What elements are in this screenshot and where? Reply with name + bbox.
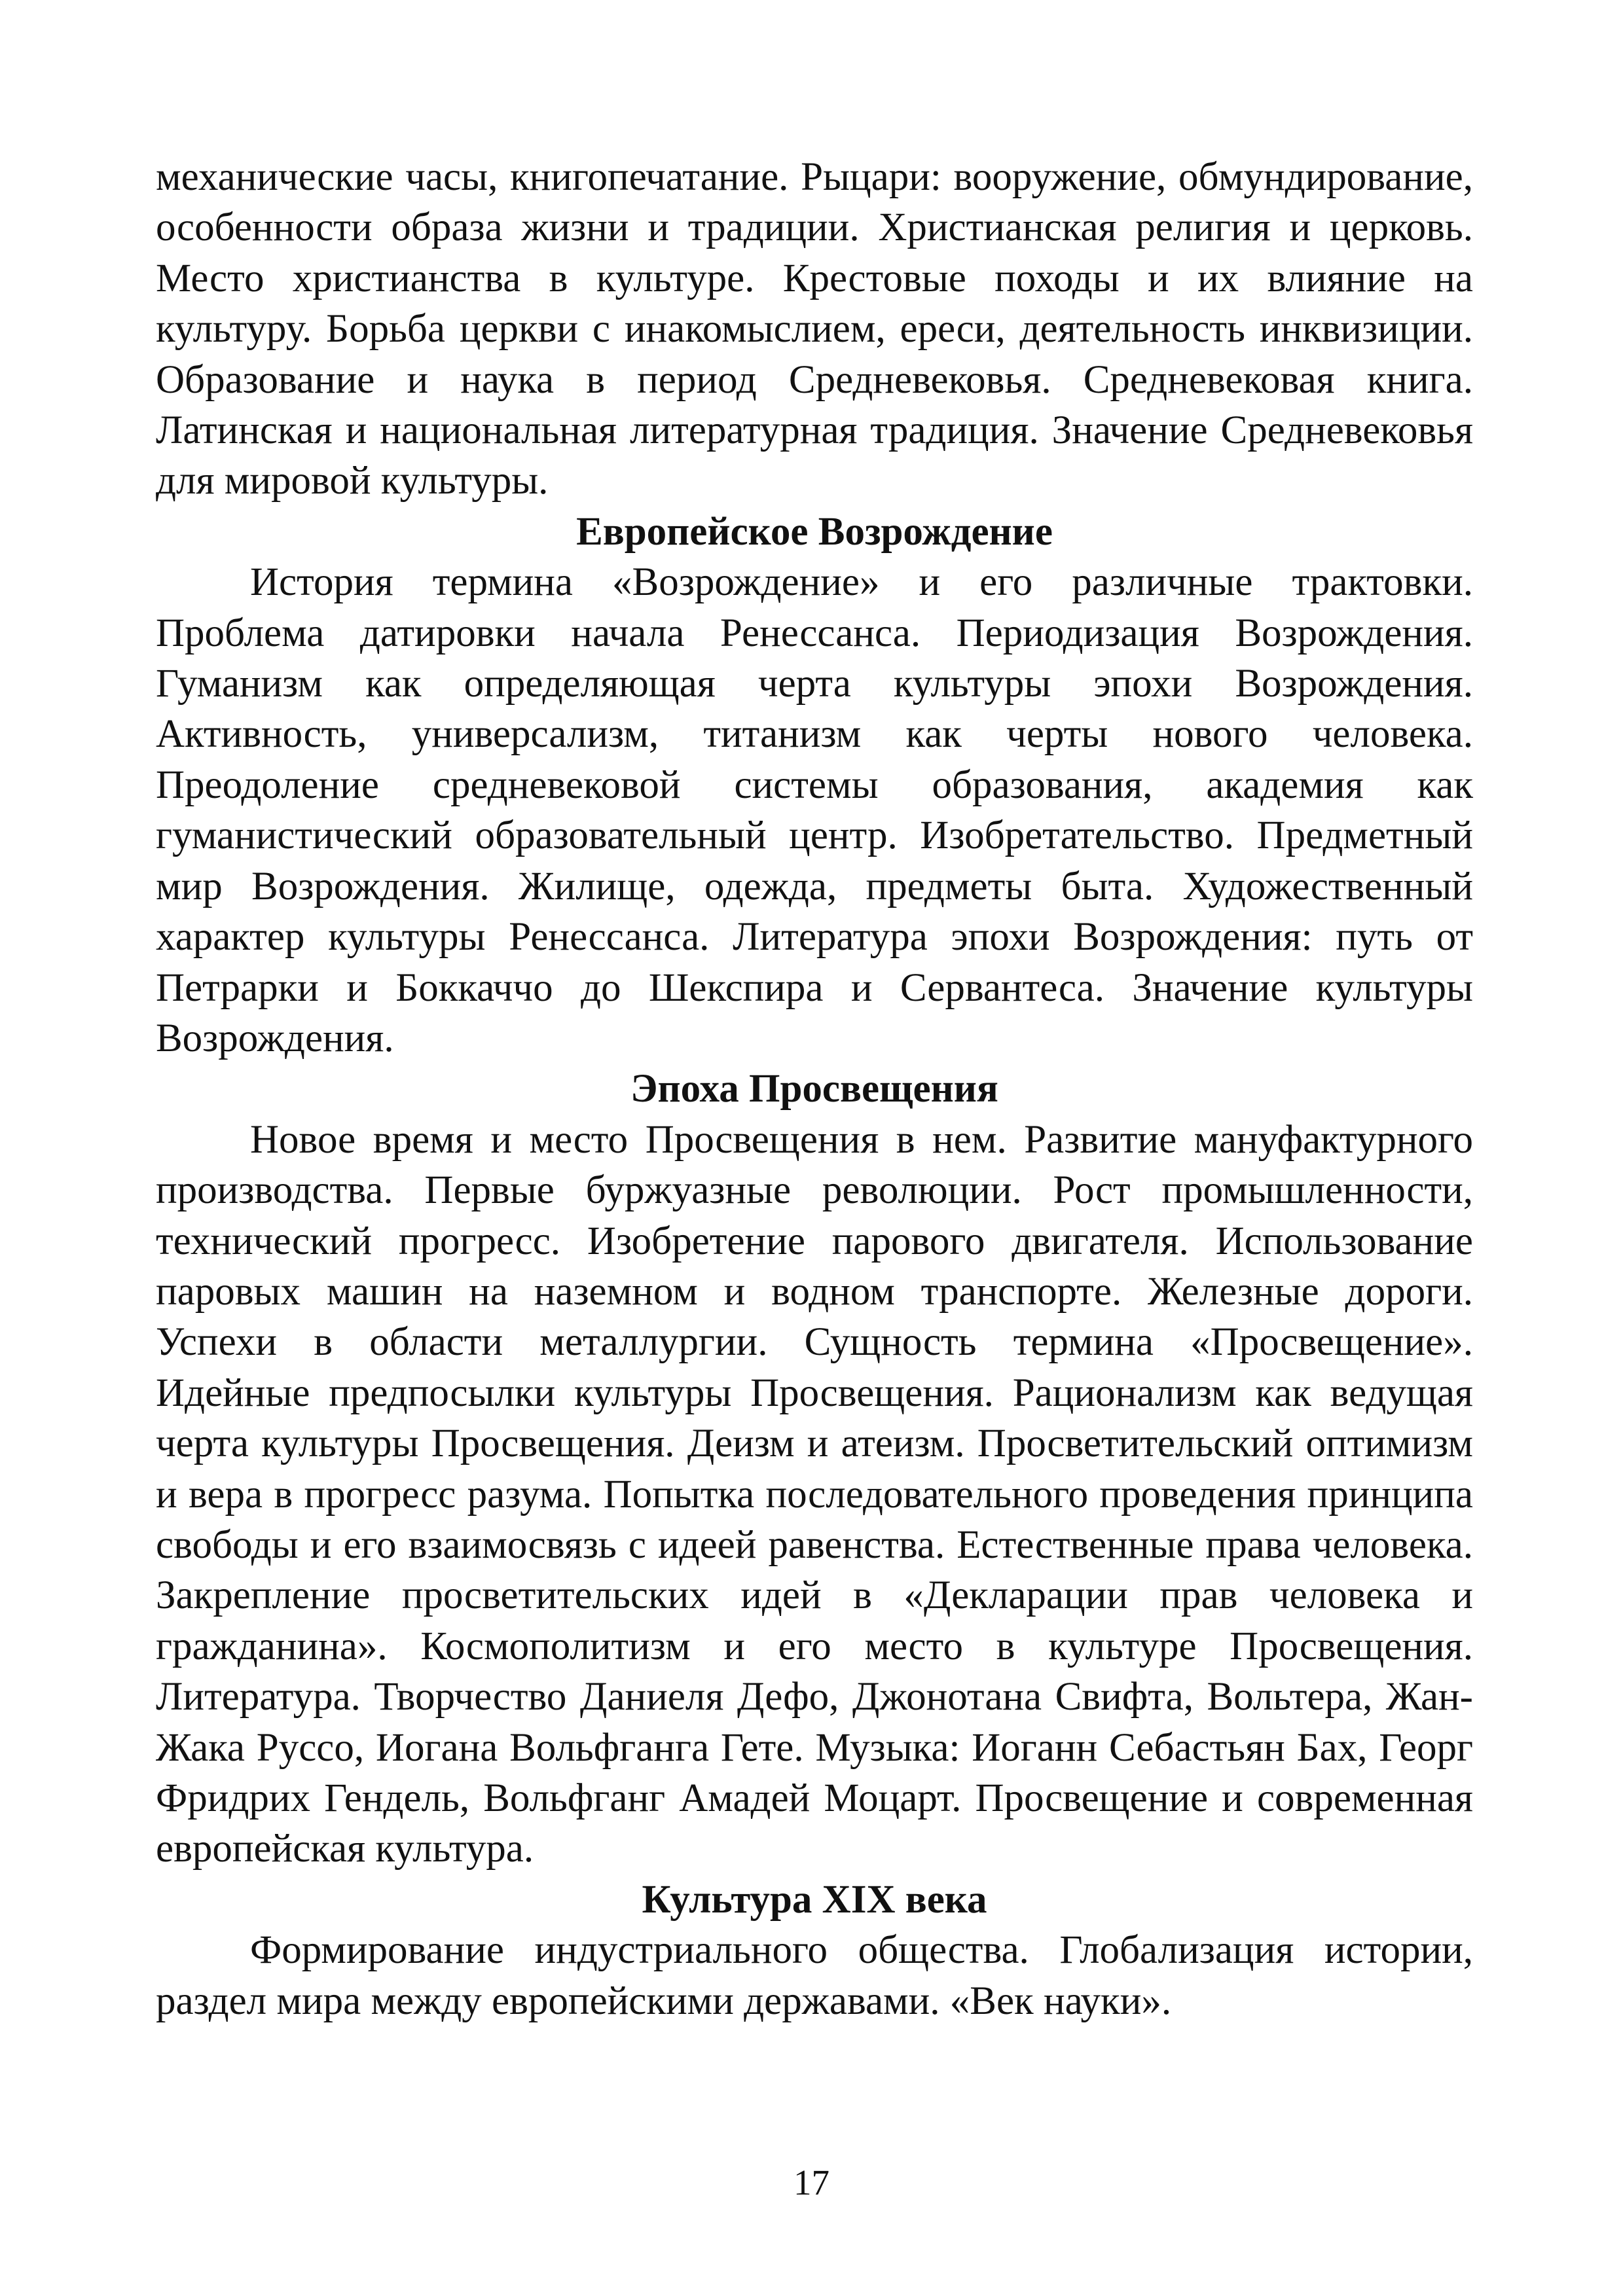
paragraph-renaissance: История термина «Возрождение» и его различные трактовки. Проблема датировки начала Ренессанса. Периодизация Возрождения. Гуманизм как определяющая черта культуры эпохи Возрождения. Активность, универсализм, титанизм как черты нового человека. Преодоление средневековой системы образования, академия как гуманистический образовательный центр. Изобретательство. Предметный мир Возрождения. Жилище, одежда, предметы быта. Художественный характер культуры Ренессанса. Литература эпохи Возрождения: путь от Петрарки и Боккаччо до Шекспира и Сервантеса. Значение культуры Возрождения.	[156, 560, 1473, 1060]
heading-renaissance: Европейское Возрождение	[576, 509, 1053, 554]
paragraph-medieval-continuation: механические часы, книгопечатание. Рыцари: вооружение, обмундирование, особенности образа жизни и традиции. Христианская религия и церковь. Место христианства в культуре. Крестовые походы и их влияние на культуру. Борьба церкви с инакомыслием, ереси, деятельность инквизиции. Образование и наука в период Средневековья. Средневековая книга. Латинская и национальная литературная традиция. Значение Средневековья для мировой культуры.	[156, 155, 1473, 503]
page-number: 17	[793, 2162, 830, 2202]
paragraph-enlightenment: Новое время и место Просвещения в нем. Развитие мануфактурного производства. Первые буржуазные революции. Рост промышленности, технический прогресс. Изобретение парового двигателя. Использование паровых машин на наземном и водном транспорте. Железные дороги. Успехи в области металлургии. Сущность термина «Просвещение». Идейные предпосылки культуры Просвещения. Рационализм как ведущая черта культуры Просвещения. Деизм и атеизм. Просветительский оптимизм и вера в прогресс разума. Попытка последовательного проведения принципа свободы и его взаимосвязь с идеей равенства. Естественные права человека. Закрепление просветительских идей в «Декларации прав человека и гражданина». Космополитизм и его место в культуре Просвещения. Литература. Творчество Даниеля Дефо, Джонотана Свифта, Вольтера, Жан-Жака Руссо, Иогана Вольфганга Гете. Музыка: Иоганн Себастьян Бах, Георг Фридрих Гендель, Вольфганг Амадей Моцарт. Просвещение и современная европейская культура.	[156, 1117, 1473, 1871]
heading-19th-century: Культура XIX века	[642, 1877, 987, 1922]
heading-enlightenment: Эпоха Просвещения	[630, 1067, 998, 1111]
page-body	[156, 152, 1473, 2026]
paragraph-19th-century: Формирование индустриального общества. Глобализация истории, раздел мира между европейскими державами. «Век науки».	[156, 1928, 1473, 2023]
